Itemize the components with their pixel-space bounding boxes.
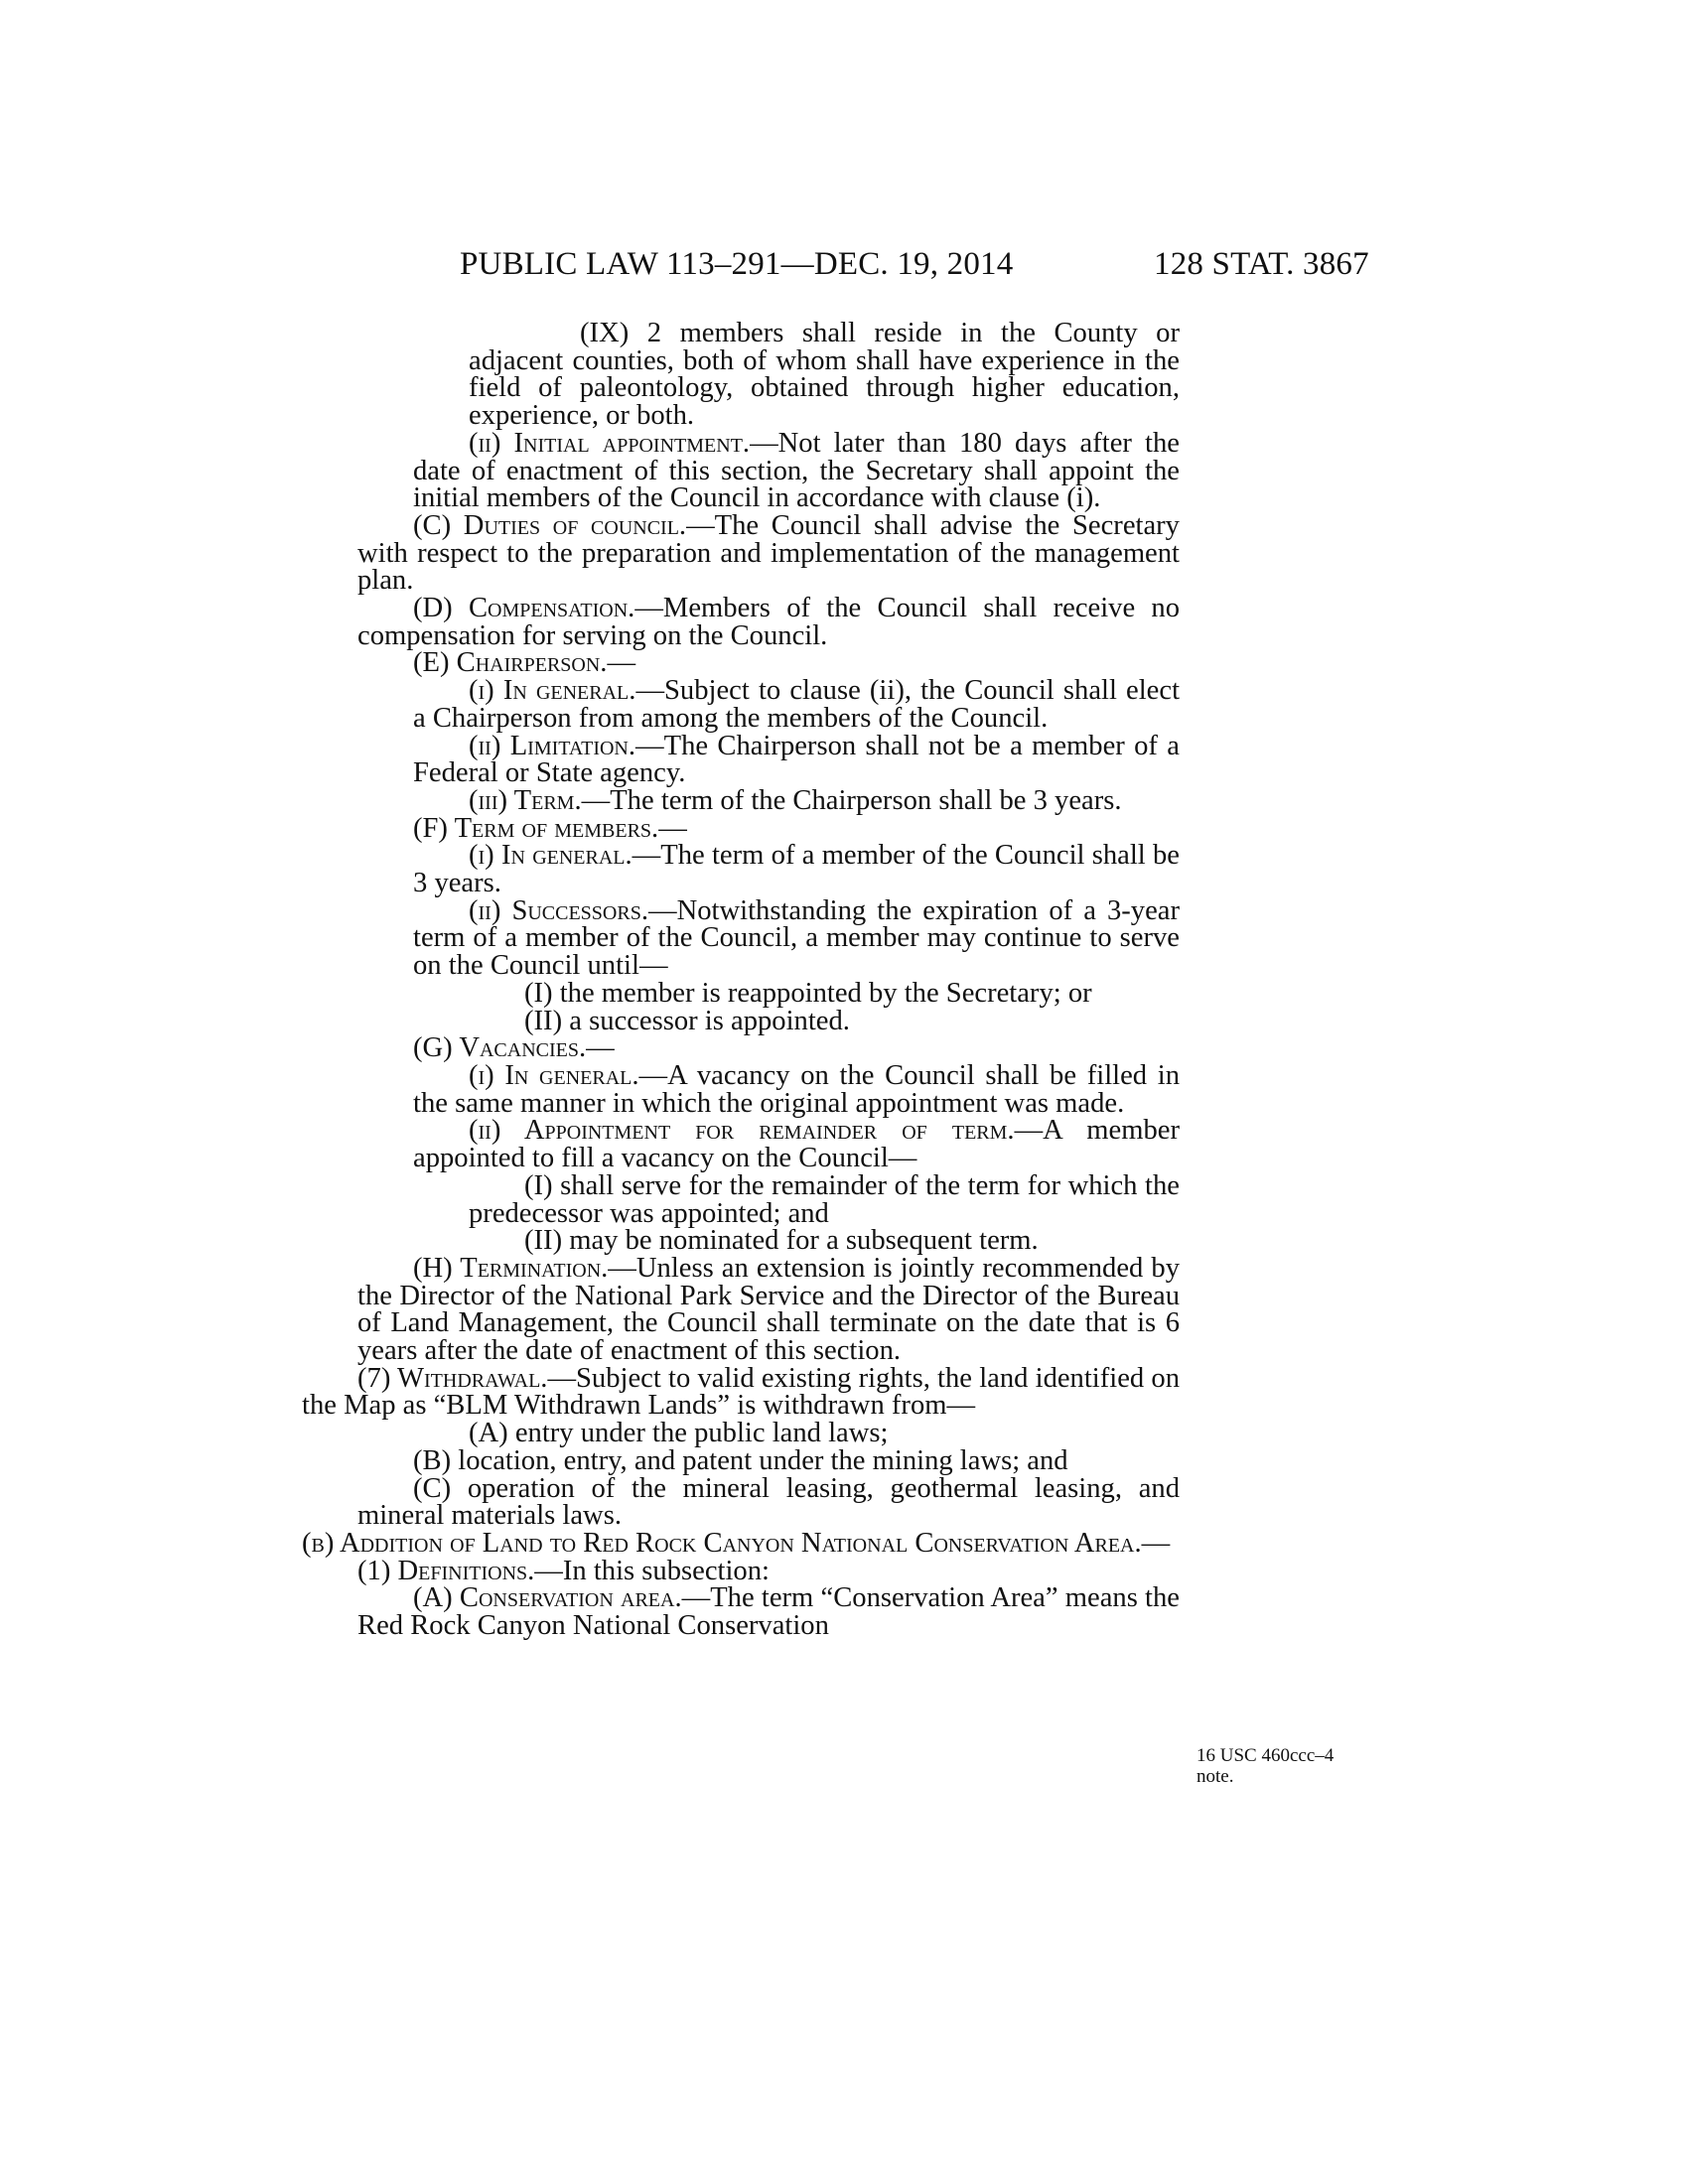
paragraph-text: —Unless an extension is jointly recommended by the Director of the National Park Service and the Director of the Bureau of Land Management, the Council shall terminate on the date that is 6 years after the date of enactment of this section.	[357, 1252, 1181, 1367]
paragraph-lead: (i) In general.	[469, 675, 636, 707]
paragraph-lead: (ii) Appointment for remainder of term.	[469, 1115, 1015, 1147]
clause-vacancies-in-general	[357, 1059, 1181, 1119]
paragraph-text: —	[607, 647, 636, 679]
paragraph-text: —In this subsection:	[534, 1555, 770, 1586]
document-body	[302, 318, 1181, 1642]
subclause-successor-appointed	[357, 1005, 1180, 1036]
paragraph-text: (II) a successor is appointed.	[524, 1005, 850, 1036]
paragraph-text: —	[586, 1032, 615, 1064]
paragraph-text: —The term “Conservation Area” means the Red Rock Canyon National Conservation	[357, 1582, 1180, 1642]
paragraph-definitions	[357, 1555, 1180, 1586]
usc-citation: 16 USC 460ccc–4	[1196, 1745, 1335, 1766]
paragraph-text: —Subject to clause (ii), the Council shall elect a Chairperson from among the members of the Council.	[413, 675, 1181, 734]
subparagraph-termination	[357, 1252, 1181, 1367]
paragraph-lead: (G) Vacancies.	[413, 1032, 587, 1064]
clause-initial-appointment	[357, 427, 1180, 514]
subsection-b-heading	[302, 1527, 1180, 1559]
subparagraph-duties-of-council	[357, 509, 1180, 597]
withdrawal-item-b	[357, 1444, 1180, 1476]
page-header	[0, 246, 1688, 286]
paragraph-text: (I) shall serve for the remainder of the term for which the predecessor was appointed; and	[469, 1169, 1180, 1229]
subparagraph-compensation	[357, 595, 1180, 649]
subclause-nominated	[357, 1227, 1180, 1255]
paragraph-lead: (7) Withdrawal.	[357, 1362, 548, 1394]
paragraph-lead: (b) Addition of Land to Red Rock Canyon National Conservation Area.	[302, 1527, 1142, 1559]
usc-citation-note: note.	[1196, 1766, 1234, 1787]
clause-chairperson-limitation	[357, 730, 1180, 789]
subparagraph-chairperson	[357, 649, 1180, 677]
paragraph-text: —Not later than 180 days after the date of enactment of this section, the Secretary shall appoint the initial members of the Council in accordance with clause (i).	[413, 427, 1180, 514]
paragraph-lead: (E) Chairperson.	[413, 647, 608, 679]
paragraph-text: —	[1141, 1527, 1171, 1559]
subparagraph-term-of-members	[357, 812, 1180, 844]
clause-appointment-for-remainder	[357, 1115, 1180, 1174]
paragraph-text: —The Chairperson shall not be a member of a Federal or State agency.	[413, 730, 1180, 789]
subparagraph-vacancies	[357, 1034, 1180, 1062]
paragraph-text: —A member appointed to fill a vacancy on the Council—	[413, 1115, 1180, 1174]
paragraph-text: (C) operation of the mineral leasing, geothermal leasing, and mineral materials laws.	[357, 1472, 1180, 1532]
paragraph-lead: (ii) Initial appointment.	[469, 427, 751, 459]
paragraph-lead: (ii) Successors.	[469, 894, 648, 926]
withdrawal-item-c	[357, 1472, 1180, 1532]
paragraph-lead: (1) Definitions.	[357, 1555, 535, 1586]
paragraph-text: (IX) 2 members shall reside in the County or adjacent counties, both of whom shall have experience in the field of paleontology, obtained through higher education, experience, or both.	[469, 318, 1180, 432]
paragraph-text: —Subject to valid existing rights, the land identified on the Map as “BLM Withdrawn Lands” is withdrawn from—	[302, 1362, 1180, 1422]
paragraph-text: (II) may be nominated for a subsequent term.	[524, 1225, 1039, 1257]
paragraph-withdrawal	[302, 1362, 1180, 1422]
definition-conservation-area	[357, 1582, 1180, 1642]
withdrawal-item-a	[357, 1420, 1180, 1447]
paragraph-text: —A vacancy on the Council shall be filled in the same manner in which the original appointment was made.	[413, 1059, 1181, 1119]
paragraph-text: —The term of a member of the Council shall be 3 years.	[413, 840, 1180, 899]
paragraph-lead: (A) Conservation area.	[413, 1582, 682, 1614]
clause-term-in-general	[357, 840, 1180, 899]
paragraph-lead: (i) In general.	[469, 840, 633, 872]
clause-chairperson-term	[357, 784, 1180, 816]
usc-margin-note	[1196, 1745, 1405, 1787]
paragraph-text: —Members of the Council shall receive no compensation for serving on the Council.	[357, 593, 1181, 651]
paragraph-text: —Notwithstanding the expiration of a 3-year term of a member of the Council, a member may continue to serve on the Council until—	[413, 894, 1181, 982]
paragraph-lead: (ii) Limitation.	[469, 730, 636, 761]
paragraph-lead: (H) Termination.	[413, 1252, 609, 1284]
clause-successors	[357, 894, 1181, 982]
clause-chairperson-in-general	[357, 677, 1180, 732]
paragraph-text: —	[658, 812, 687, 844]
public-law-title: PUBLIC LAW 113–291—DEC. 19, 2014	[460, 246, 1014, 282]
paragraph-text: (B) location, entry, and patent under the mining laws; and	[413, 1444, 1068, 1476]
paragraph-lead: (D) Compensation.	[413, 593, 635, 624]
paragraph-text: (I) the member is reappointed by the Secretary; or	[524, 977, 1092, 1009]
paragraph-text: (A) entry under the public land laws;	[469, 1418, 889, 1449]
subclause-ix	[357, 320, 1180, 430]
paragraph-text: —The Council shall advise the Secretary with respect to the preparation and implementation of the management plan.	[357, 509, 1180, 597]
paragraph-lead: (C) Duties of council.	[413, 509, 687, 541]
subclause-reappointed	[357, 977, 1180, 1009]
paragraph-lead: (F) Term of members.	[413, 812, 659, 844]
statute-page-number: 128 STAT. 3867	[1154, 246, 1369, 282]
subclause-serve-remainder	[357, 1169, 1180, 1229]
paragraph-lead: (i) In general.	[469, 1059, 639, 1091]
paragraph-text: —The term of the Chairperson shall be 3 years.	[581, 784, 1122, 816]
paragraph-lead: (iii) Term.	[469, 784, 582, 816]
